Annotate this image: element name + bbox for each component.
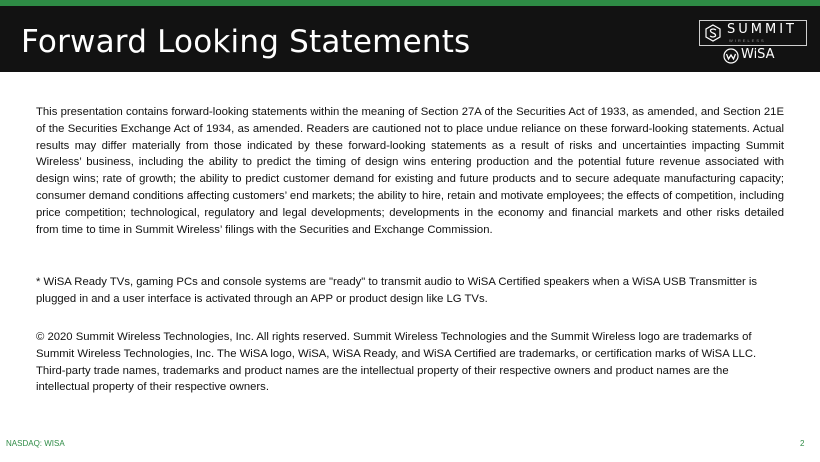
wisa-ready-note: * WiSA Ready TVs, gaming PCs and console systems are "ready" to transmit audio to WiSA Certified speakers when a WiSA USB Transmitter is plugged in and a user interface is activated through an APP or product design like LG TVs. xyxy=(36,276,758,305)
page-number: 2 xyxy=(800,439,805,448)
copyright-notice: © 2020 Summit Wireless Technologies, Inc. All rights reserved. Summit Wireless Technologies and the Summit Wireless logo are trademarks of Summit Wireless Technologies, Inc. The WiSA logo, WiSA, WiSA Ready, and WiSA Certified are trademarks, or certification marks of WiSA LLC. Third-party trade names, trademarks and product names are the intellectual property of their respective owners and product names are the intellectual property of their respective owners. xyxy=(36,331,757,394)
summit-logo-icon xyxy=(705,24,721,42)
logo-subtext: WIRELESS xyxy=(729,38,766,43)
summit-wireless-logo xyxy=(699,20,807,46)
footer-ticker: NASDAQ: WISA xyxy=(6,439,65,448)
header-bar xyxy=(0,6,820,72)
wisa-logo-text: WiSA xyxy=(741,47,775,62)
wisa-logo-icon xyxy=(723,48,739,64)
logo-text: SUMMIT xyxy=(727,22,797,37)
disclaimer-paragraph: This presentation contains forward-looking statements within the meaning of Section 27A of the Securities Act of 1933, as amended, and Section 21E of the Securities Exchange Act of 1934, as amended. Readers are cautioned not to place undue reliance on these forward-looking statements. Actual results may differ materially from those indicated by these forward-looking statements as a result of risks and uncertainties impacting Summit Wireless’ business, including the ability to predict the timing of design wins entering production and the potential future revenue associated with design wins; rate of growth; the ability to predict customer demand for existing and future products and to secure adequate manufacturing capacity; consumer demand conditions affecting customers’ end markets; the ability to hire, retain and motivate employees; the effects of competition, including price competition; technological, regulatory and legal developments; developments in the economy and financial markets and other risks detailed from time to time in Summit Wireless’ filings with the Securities and Exchange Commission. xyxy=(36,106,784,236)
page-title: Forward Looking Statements xyxy=(21,24,471,60)
